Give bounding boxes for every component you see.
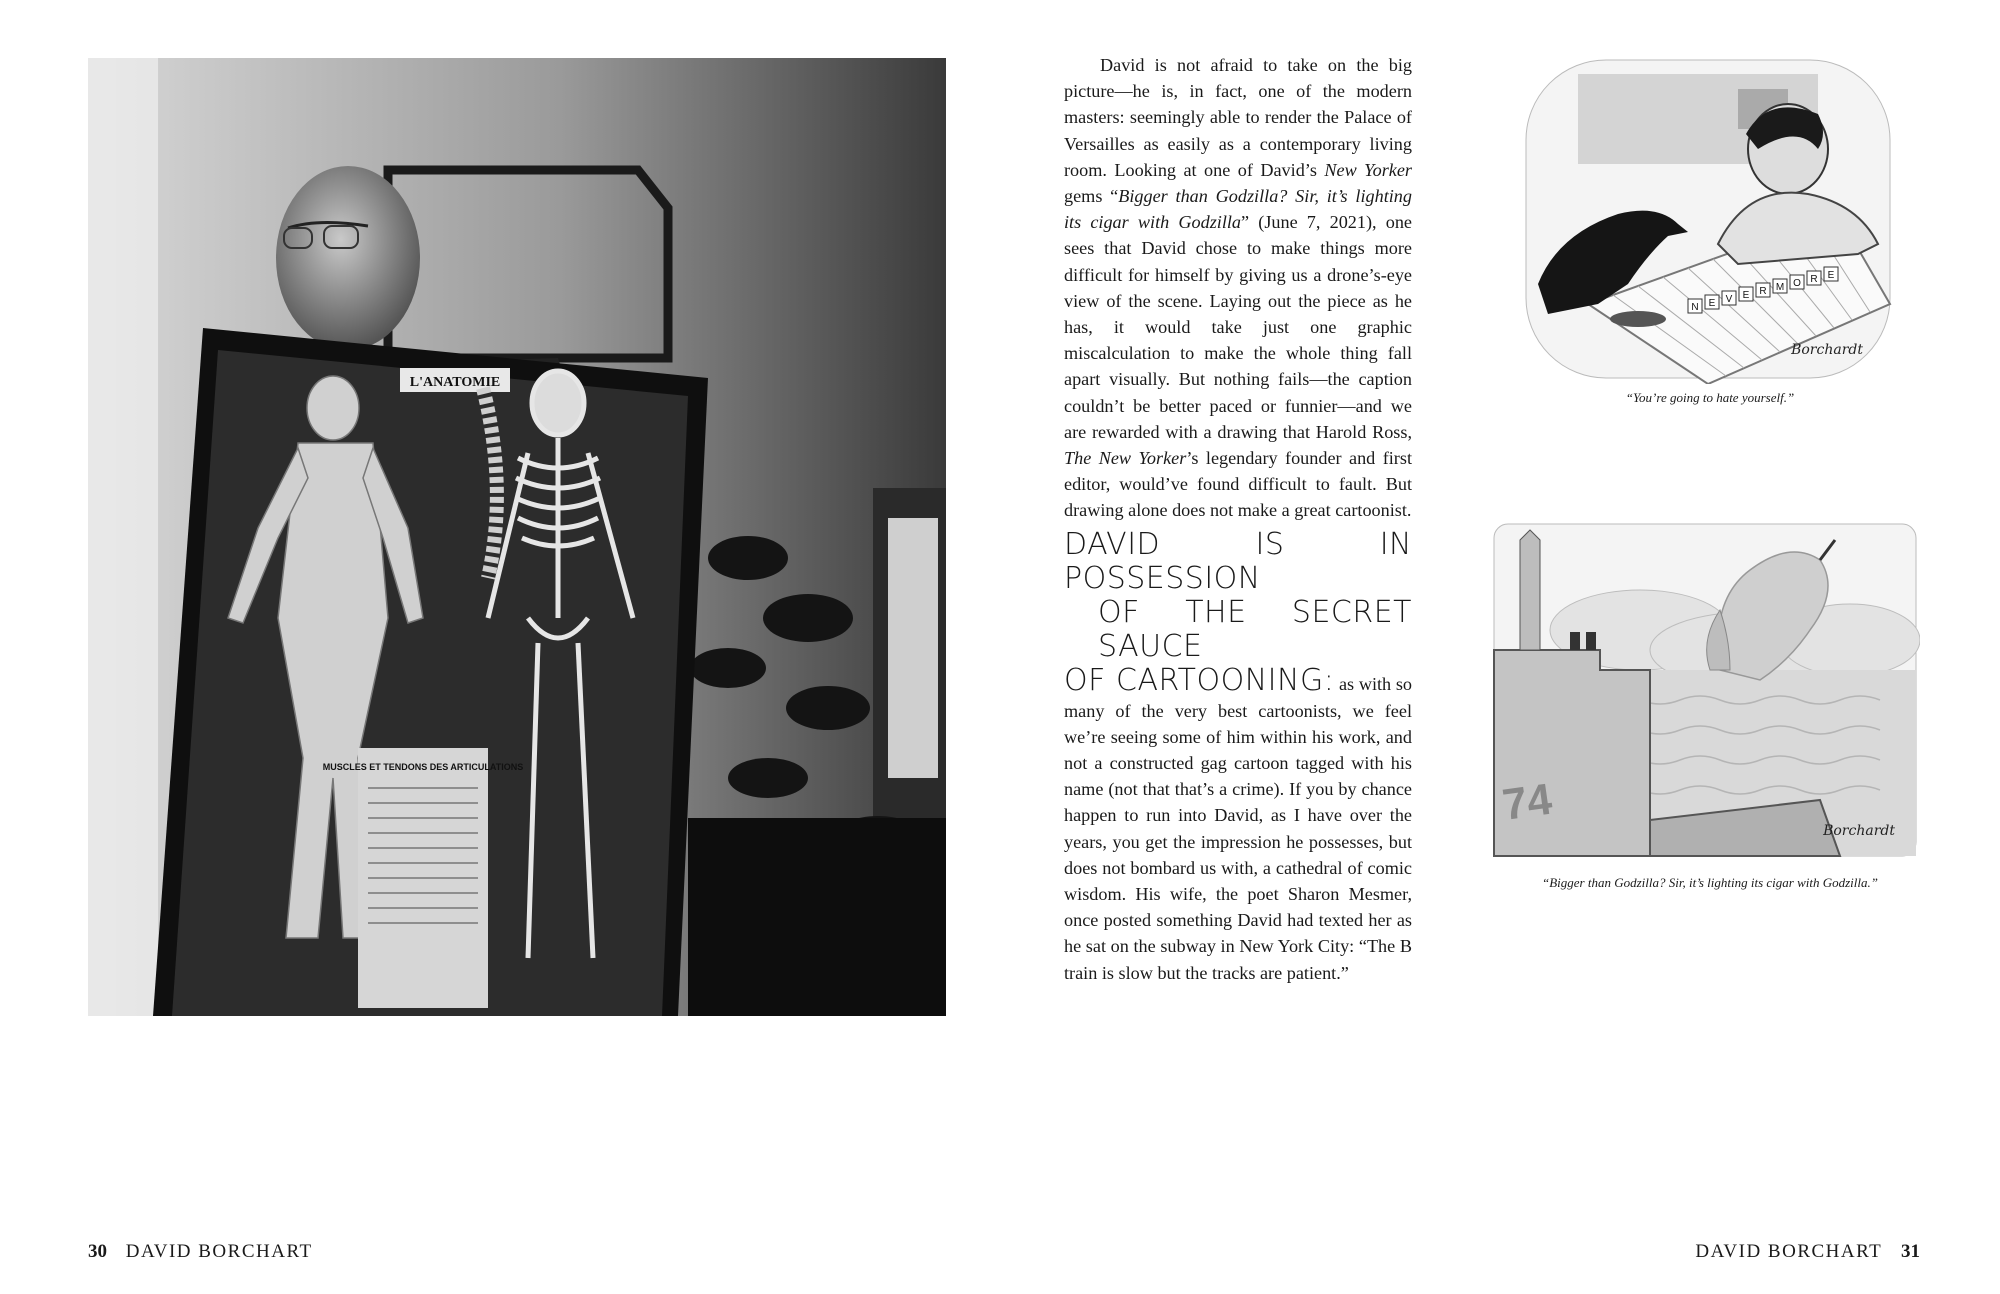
signature-1: Borchardt xyxy=(1791,342,1863,358)
signature-2: Borchardt xyxy=(1823,823,1895,839)
right-page-number: 31 xyxy=(1901,1241,1920,1262)
paragraph-1-run: David is not afraid to take on the big picture—he is, in fact, one of the modern masters: seemingly able to render the Palace of Versailles as easily as a contemporary living room. Looking at one of David’s xyxy=(1064,55,1412,180)
scrabble-tile-letter: O xyxy=(1793,278,1801,289)
scrabble-tile-letter: N xyxy=(1691,302,1699,313)
paragraph-1-run: ’s legendary founder and first editor, would’ve found difficult to fault. But drawing alone does not make a great cartoonist. xyxy=(1064,448,1412,521)
cartoon-1-caption: “You’re going to hate yourself.” xyxy=(1625,390,1795,405)
scrabble-tile-letter: E xyxy=(1827,270,1835,281)
pull-quote-line-2: OF THE SECRET SAUCE xyxy=(1098,594,1412,664)
portrait-photo xyxy=(88,58,946,1016)
paragraph-1 xyxy=(1064,52,1412,524)
paragraph-1-run: New Yorker xyxy=(1324,159,1412,180)
left-folio xyxy=(88,1241,313,1263)
paragraph-2 xyxy=(1064,528,1412,986)
cartoon-godzilla-ship xyxy=(1490,520,1920,860)
scrabble-tile-letter: M xyxy=(1775,282,1785,293)
paragraph-1-run: The New Yorker xyxy=(1064,448,1187,469)
right-running-title: DAVID BORCHART xyxy=(1695,1241,1883,1262)
paragraph-1-run: gems “ xyxy=(1064,186,1119,207)
pull-quote-line-3: OF CARTOONING: xyxy=(1064,662,1335,698)
paragraph-1-run: ” (June 7, 2021), one sees that David chose to make things more difficult for himself by giving us a drone’s-eye view of the scene. Laying out the piece as he has, it would take just one graphic miscalculation to make the whole thing fall apart visually. But nothing fails—the caption couldn’t be better paced or funnier—and we are rewarded with a drawing that Harold Ross, xyxy=(1064,212,1412,442)
scrabble-tile-letter: E xyxy=(1742,290,1750,301)
scrabble-tile-letter: E xyxy=(1708,298,1716,309)
left-running-title: DAVID BORCHART xyxy=(125,1241,313,1262)
right-folio xyxy=(1695,1241,1920,1263)
scrabble-tile-letter: V xyxy=(1725,294,1733,305)
cartoon-raven-scrabble xyxy=(1518,54,1898,384)
paragraph-2-text: as with so many of the very best cartoonists, we feel we’re seeing some of him within his work, and not a constructed gag cartoon tagged with his name (not that that’s a crime). If you by chance happen to run into David, as I have over the years, you get the impression he possesses, but does not bombard us with, a cathedral of comic wisdom. His wife, the poet Sharon Mesmer, once posted something David had texted her as he sat on the subway in New York City: “The B train is slow but the tracks are patient.” xyxy=(1064,673,1412,983)
poster-subtitle: MUSCLES ET TENDONS DES ARTICULATIONS xyxy=(322,762,524,772)
cartoon-2-caption: “Bigger than Godzilla? Sir, it’s lighting its cigar with Godzilla.” xyxy=(1541,875,1878,890)
scrabble-tile-letter: R xyxy=(1759,286,1767,297)
left-page-number: 30 xyxy=(88,1241,107,1262)
poster-title: L'ANATOMIE xyxy=(409,375,501,390)
hull-number: 74 xyxy=(1499,774,1555,830)
scrabble-tile-letter: R xyxy=(1810,274,1818,285)
article-body xyxy=(1064,52,1412,986)
pull-quote-line-1: DAVID IS IN POSSESSION xyxy=(1064,526,1412,596)
paragraph-1-run: Bigger than Godzilla? Sir, it’s lighting its cigar with Godzilla xyxy=(1064,186,1412,233)
